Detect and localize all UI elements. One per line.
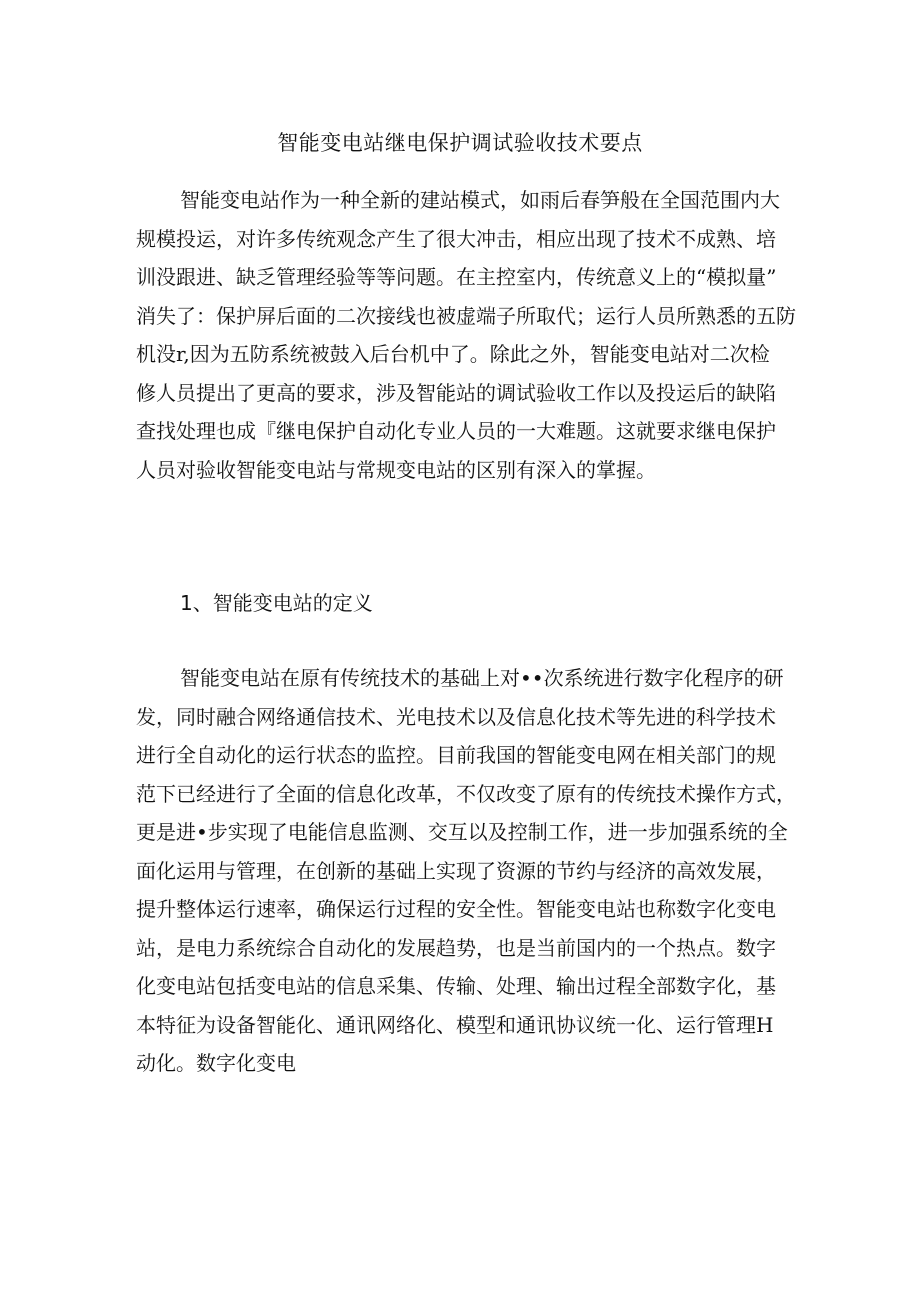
paragraph-line: 发，同时融合网络通信技术、光电技术以及信息化技术等先进的科学技术 [136,704,776,729]
definition-paragraph [136,659,796,1083]
paragraph-line: 规模投运，对许多传统观念产生了很大冲击，相应出现了技术不成熟、培 [136,226,776,251]
paragraph-line: 站，是电力系统综合自动化的发展趋势，也是当前国内的一个热点。数字 [136,935,776,960]
document-title: 智能变电站继电保护调试验收技术要点 [277,131,643,155]
paragraph-line: 更是进•步实现了电能信息监测、交互以及控制工作，进一步加强系统的全 [136,820,788,844]
intro-paragraph [136,181,796,489]
paragraph-line: 化变电站包括变电站的信息采集、传输、处理、输出过程全部数字化，基 [136,974,776,998]
paragraph-line: 机没r,因为五防系统被鼓入后台机中了。除此之外，智能变电站对二次检 [136,342,770,366]
paragraph-line: 智能变电站作为一种全新的建站模式，如雨后春笋般在全国范围内大 [180,188,780,212]
paragraph-line: 训没跟进、缺乏管理经验等等问题。在主控室内，传统意义上的“模拟量” [136,265,777,289]
paragraph-line: 范下已经进行了全面的信息化改革，不仅改变了原有的传统技术操作方式， [136,781,796,806]
paragraph-line: 面化运用与管理，在创新的基础上实现了资源的节约与经济的高效发展， [136,858,776,883]
paragraph-line: 人员对验收智能变电站与常规变电站的区别有深入的掌握。 [136,457,656,482]
paragraph-line: 智能变电站在原有传统技术的基础上对••次系统进行数字化程序的研 [180,666,784,690]
paragraph-line: 查找处理也成『继电保护自动化专业人员的一大难题。这就要求继电保护 [136,419,776,443]
paragraph-line: 消失了：保护屏后面的二次接线也被虚端子所取代；运行人员所熟悉的五防 [136,303,796,328]
paragraph-line: 提升整体运行速率，确保运行过程的安全性。智能变电站也称数字化变电 [136,897,776,921]
section-heading: 1、智能变电站的定义 [180,591,373,615]
paragraph-line: 修人员提出了更高的要求，涉及智能站的调试验收工作以及投运后的缺陷 [136,380,776,405]
paragraph-line: 动化。数字化变电 [136,1051,296,1075]
paragraph-line: 本特征为设备智能化、通讯网络化、模型和通讯协议统一化、运行管理H [136,1012,774,1037]
paragraph-line: 进行全自动化的运行状态的监控。目前我国的智能变电网在相关部门的规 [136,743,776,767]
